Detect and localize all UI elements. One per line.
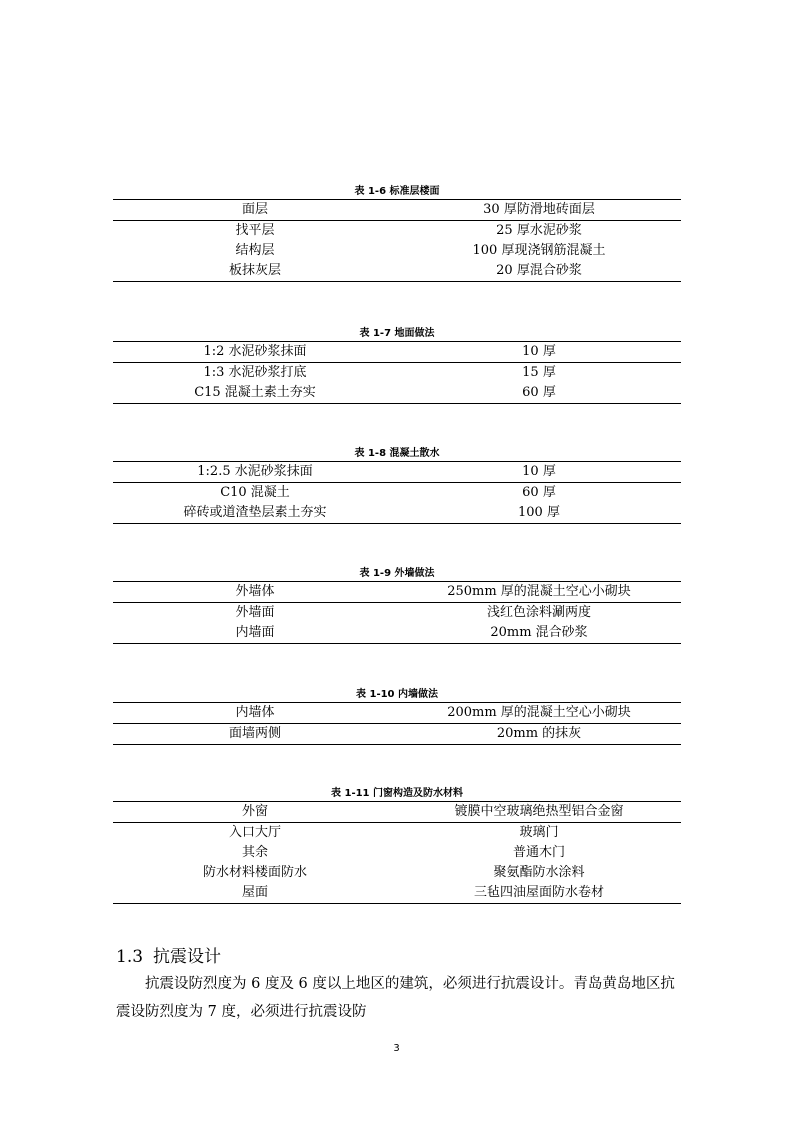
- table-caption: 表 1-11 门窗构造及防水材料: [331, 788, 463, 799]
- cell: 60 厚: [522, 385, 556, 400]
- section-number: 1.3: [116, 947, 144, 967]
- cell: 碎砖或道渣垫层素土夯实: [183, 505, 327, 520]
- table-row: [113, 503, 681, 524]
- table-row: [113, 623, 681, 644]
- cell: 25 厚水泥砂浆: [496, 223, 582, 238]
- table-row: [113, 342, 681, 363]
- table-1-7: [113, 327, 681, 404]
- cell: 1:3 水泥砂浆打底: [203, 365, 307, 380]
- cell: 20mm 的抹灰: [496, 726, 582, 741]
- cell: 结构层: [235, 243, 275, 258]
- table-row: [113, 724, 681, 745]
- cell: 10 厚: [397, 342, 681, 363]
- table-row: [113, 363, 681, 384]
- table-1-8: [113, 447, 681, 524]
- table-row: [113, 883, 681, 904]
- cell: 面墙两侧: [228, 726, 281, 741]
- table-row: [113, 603, 681, 624]
- cell: 内墙面: [235, 625, 275, 640]
- cell: 15 厚: [522, 365, 556, 380]
- cell: 内墙体: [113, 703, 397, 724]
- body-paragraph: 抗震设防烈度为 6 度及 6 度以上地区的建筑，必须进行抗震设计。青岛黄岛地区抗震设防烈度为 7 度，必须进行抗震设防: [116, 976, 675, 1020]
- table-row: [113, 241, 681, 261]
- cell: 100 厚现浇钢筋混凝土: [472, 243, 606, 258]
- table-row: [113, 483, 681, 504]
- cell: 屋面: [241, 885, 268, 900]
- table-1-9: [113, 567, 681, 644]
- cell: C15 混凝土素土夯实: [194, 385, 316, 400]
- table-row: [113, 221, 681, 242]
- cell: 板抹灰层: [228, 263, 281, 278]
- cell: 玻璃门: [519, 825, 559, 840]
- cell: 250mm 厚的混凝土空心小砌块: [397, 582, 681, 603]
- cell: 30 厚防滑地砖面层: [397, 200, 681, 221]
- table-caption: 表 1-9 外墙做法: [359, 568, 435, 579]
- cell: 外墙面: [235, 605, 275, 620]
- page-number: 3: [393, 1043, 400, 1054]
- table-row: [113, 823, 681, 844]
- table-row: [113, 582, 681, 603]
- cell: 聚氨酯防水涂料: [493, 865, 585, 880]
- cell: 1:2.5 水泥砂浆抹面: [113, 462, 397, 483]
- cell: 普通木门: [512, 845, 565, 860]
- table-row: [113, 802, 681, 823]
- table-caption: 表 1-7 地面做法: [359, 328, 435, 339]
- cell: 其余: [241, 845, 268, 860]
- table-row: [113, 703, 681, 724]
- table-caption: 表 1-8 混凝土散水: [354, 448, 440, 459]
- table-row: [113, 200, 681, 221]
- cell: 20mm 混合砂浆: [490, 625, 588, 640]
- cell: 浅红色涂料涮两度: [486, 605, 591, 620]
- cell: 面层: [113, 200, 397, 221]
- cell: 外墙体: [113, 582, 397, 603]
- cell: 找平层: [235, 223, 275, 238]
- cell: 防水材料楼面防水: [202, 865, 307, 880]
- cell: C10 混凝土: [220, 485, 290, 500]
- table-row: [113, 843, 681, 863]
- cell: 外窗: [113, 802, 397, 823]
- cell: 10 厚: [397, 462, 681, 483]
- cell: 镀膜中空玻璃绝热型铝合金窗: [397, 802, 681, 823]
- cell: 100 厚: [518, 505, 560, 520]
- table-1-10: [113, 688, 681, 745]
- table-row: [113, 383, 681, 404]
- cell: 三毡四油屋面防水卷材: [473, 885, 604, 900]
- cell: 60 厚: [522, 485, 556, 500]
- cell: 200mm 厚的混凝土空心小砌块: [397, 703, 681, 724]
- table-row: [113, 863, 681, 883]
- table-1-6: [113, 185, 681, 282]
- table-caption: 表 1-10 内墙做法: [356, 689, 438, 700]
- table-row: [113, 261, 681, 282]
- section-title: 抗震设计: [153, 947, 222, 967]
- section-heading: [116, 942, 221, 967]
- cell: 1:2 水泥砂浆抹面: [113, 342, 397, 363]
- table-row: [113, 462, 681, 483]
- cell: 入口大厅: [228, 825, 281, 840]
- table-caption: 表 1-6 标准层楼面: [354, 186, 440, 197]
- table-1-11: [113, 787, 681, 904]
- cell: 20 厚混合砂浆: [496, 263, 582, 278]
